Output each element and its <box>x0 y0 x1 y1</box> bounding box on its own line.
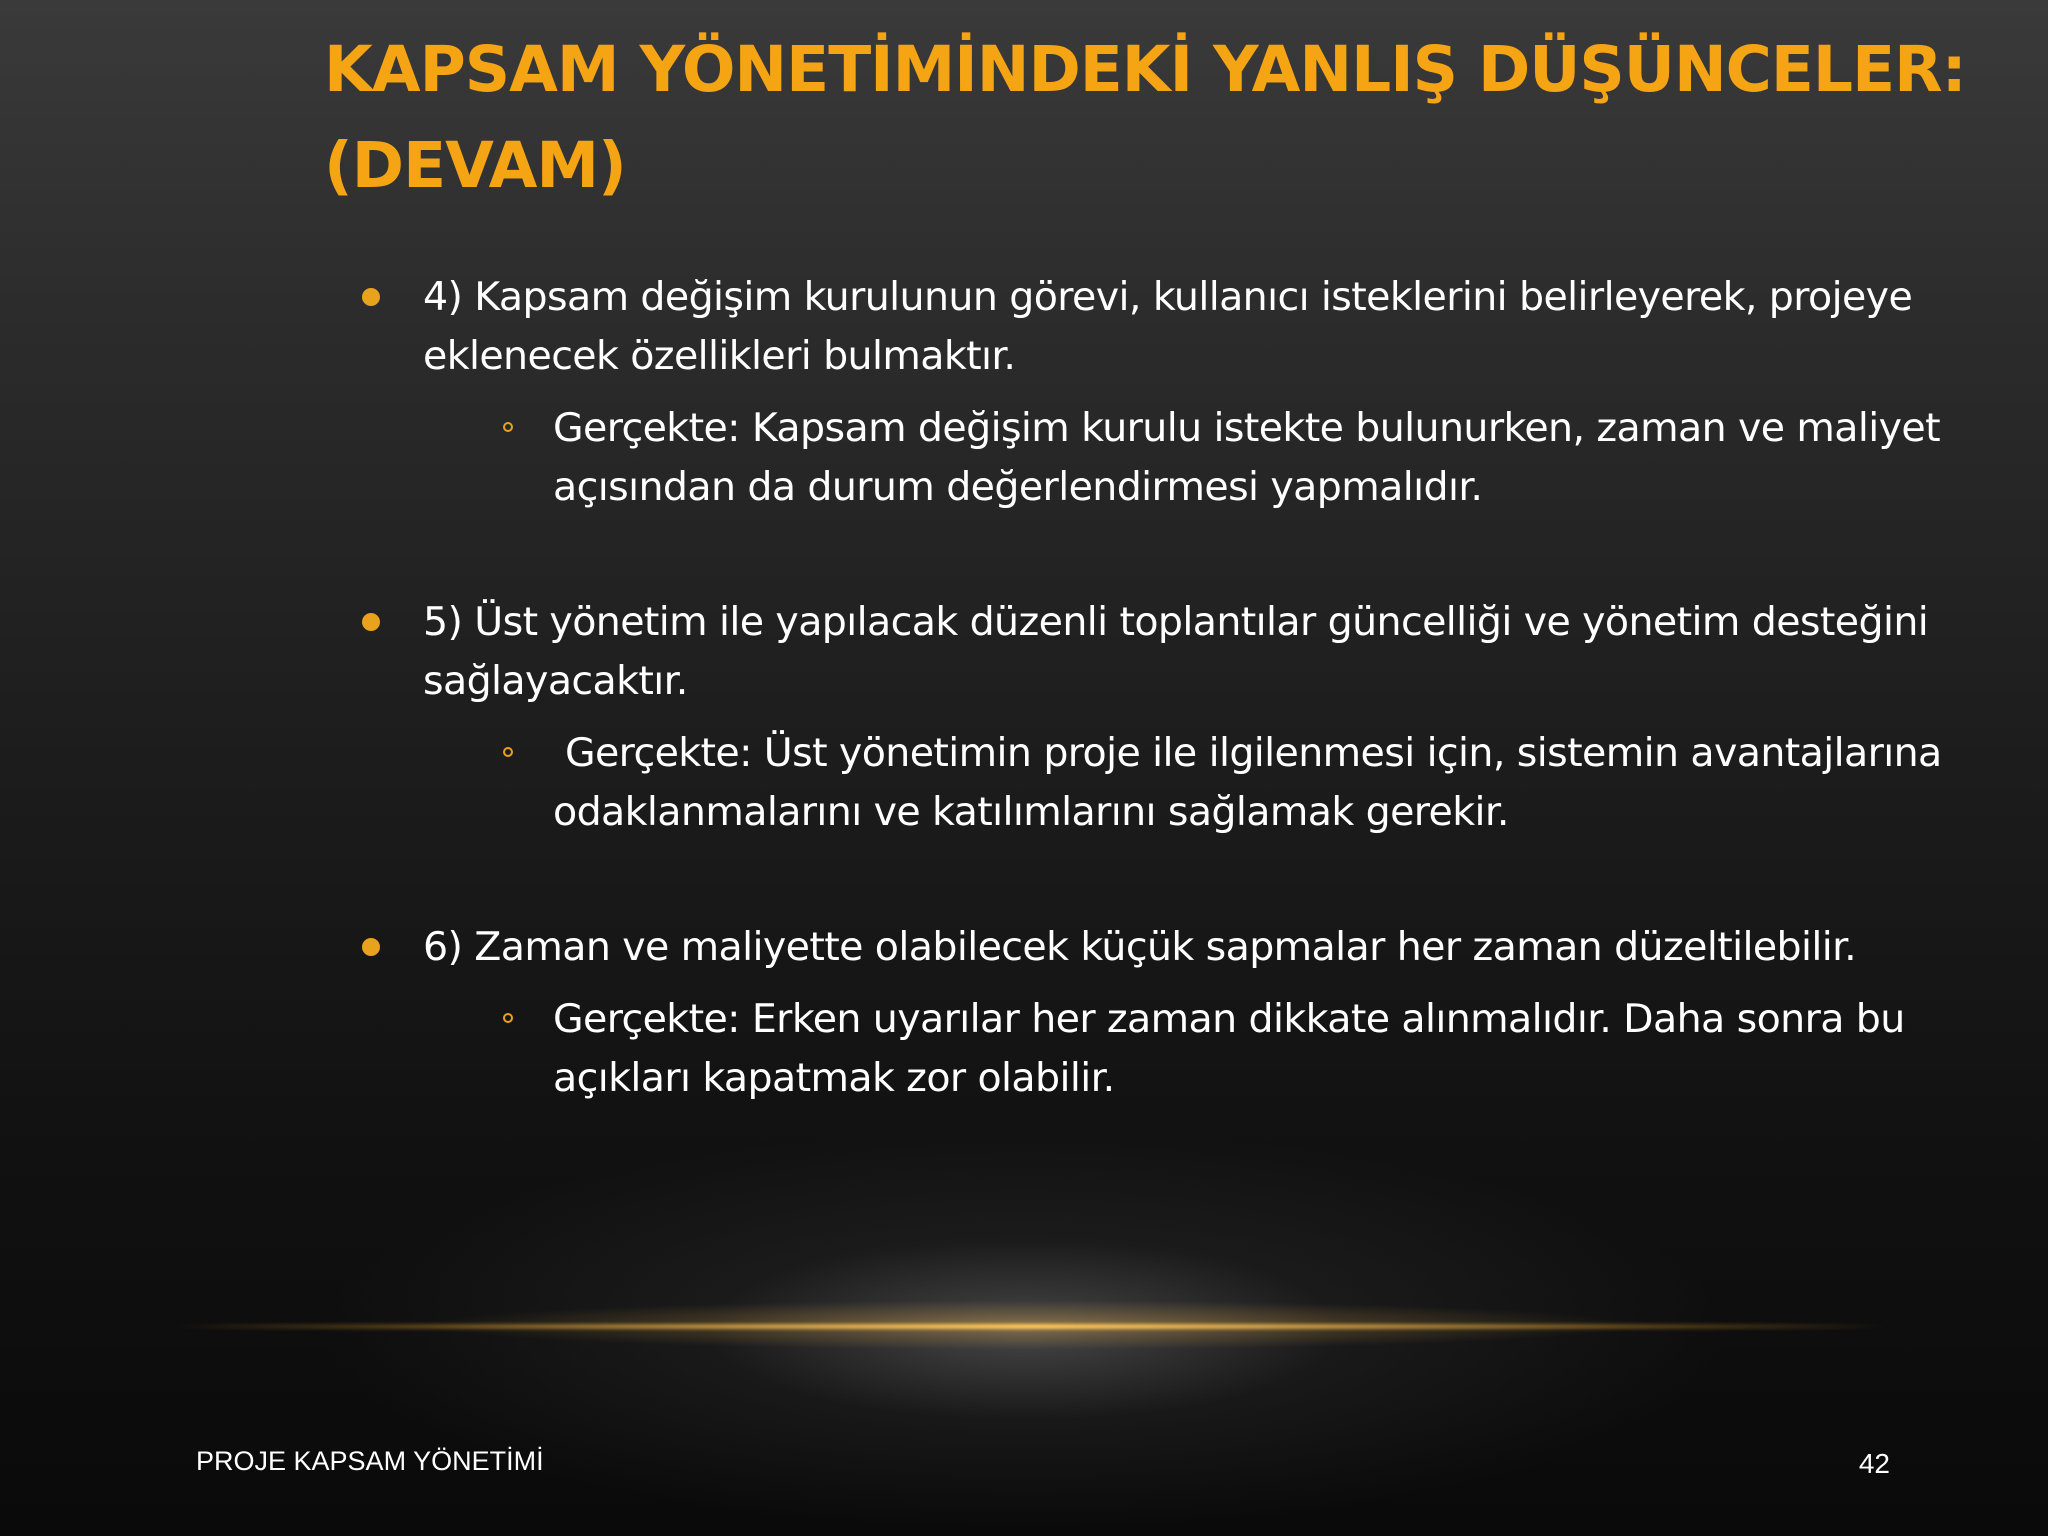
hollow-circle-icon <box>503 1013 513 1023</box>
bullet-dot-icon <box>362 288 380 306</box>
hollow-circle-icon <box>503 747 513 757</box>
bullet-dot-icon <box>362 613 380 631</box>
list-item-text: 4) Kapsam değişim kurulunun görevi, kullanıcı isteklerini belirleyerek, projeye eklenecek özellikleri bulmaktır. <box>423 274 1913 379</box>
list-item <box>355 268 1995 517</box>
title-line-2: (DEVAM) <box>324 129 626 202</box>
title-line-1: KAPSAM YÖNETİMİNDEKİ YANLIŞ DÜŞÜNCELER: <box>324 33 1966 106</box>
sub-list-item <box>423 399 1995 517</box>
list-item-text: 6) Zaman ve maliyette olabilecek küçük sapmalar her zaman düzeltilebilir. <box>423 924 1857 970</box>
sub-list-item <box>423 724 1995 842</box>
sub-list-item-text: Gerçekte: Üst yönetimin proje ile ilgilenmesi için, sistemin avantajlarına odaklanmalarını ve katılımlarını sağlamak gerekir. <box>553 730 1954 835</box>
bullet-dot-icon <box>362 938 380 956</box>
slide-title <box>324 22 2004 214</box>
golden-divider-line <box>170 1324 1890 1329</box>
sub-list-item <box>423 990 1995 1108</box>
sub-list-item-text: Gerçekte: Kapsam değişim kurulu istekte bulunurken, zaman ve maliyet açısından da durum değerlendirmesi yapmalıdır. <box>553 405 1952 510</box>
bullet-list <box>355 268 1995 1108</box>
footer-title: PROJE KAPSAM YÖNETİMİ <box>196 1446 544 1476</box>
page-number: 42 <box>1858 1448 1890 1479</box>
list-item <box>355 593 1995 842</box>
hollow-circle-icon <box>503 422 513 432</box>
list-item <box>355 918 1995 1108</box>
sub-list-item-text: Gerçekte: Erken uyarılar her zaman dikkate alınmalıdır. Daha sonra bu açıkları kapatmak zor olabilir. <box>553 996 1917 1101</box>
list-item-text: 5) Üst yönetim ile yapılacak düzenli toplantılar güncelliği ve yönetim desteğini sağlayacaktır. <box>423 599 1929 704</box>
